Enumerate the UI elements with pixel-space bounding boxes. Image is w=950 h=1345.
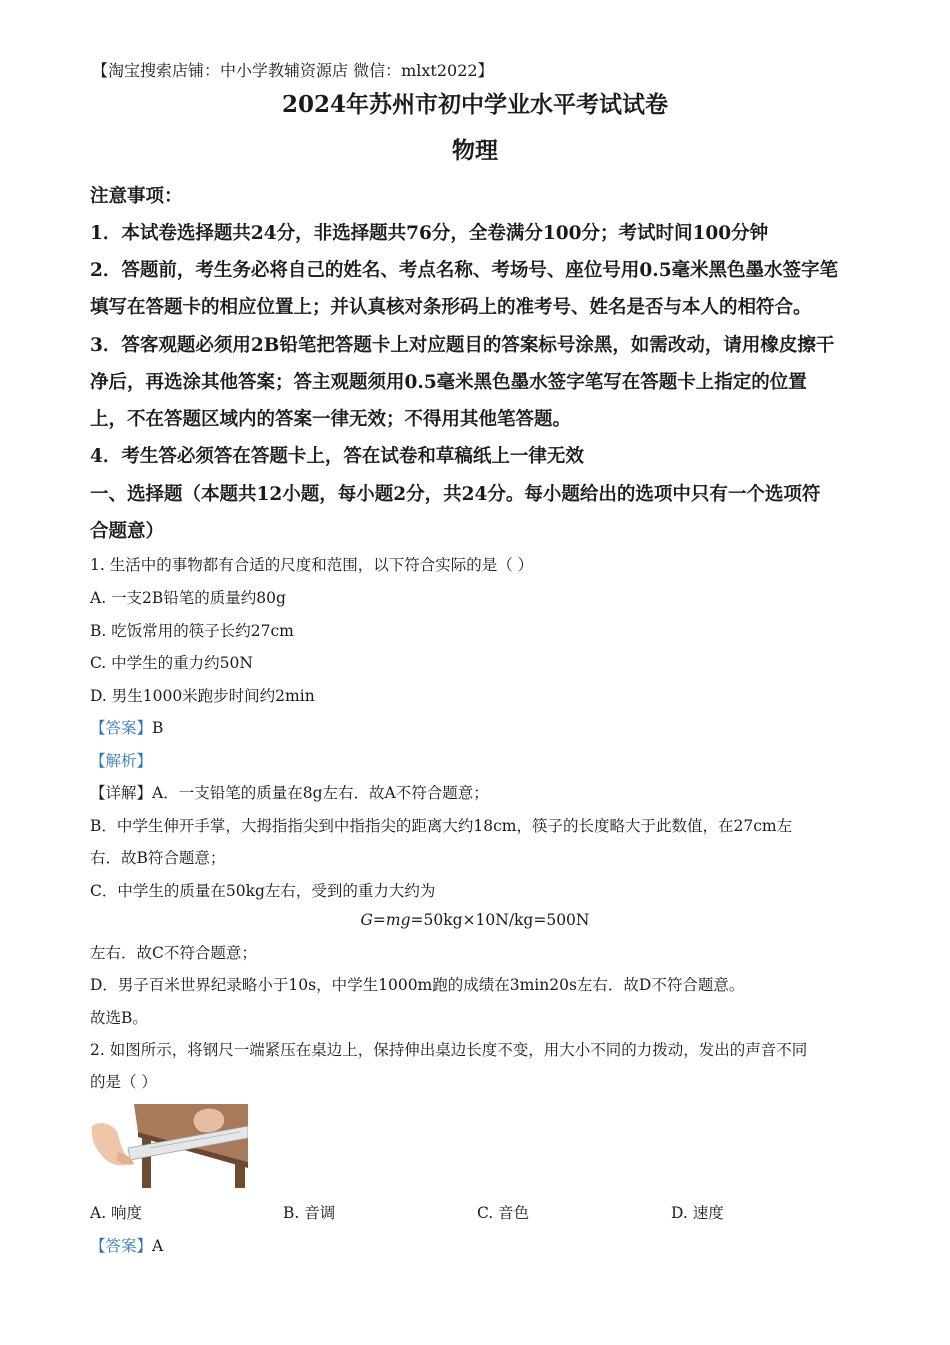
detail-tag: 【详解】: [90, 784, 153, 802]
notice-item-2-line-2: 填写在答题卡的相应位置上；并认真核对条形码上的准考号、姓名是否与本人的相符合。: [90, 297, 812, 318]
exam-title: 2024年苏州市初中学业水平考试试卷: [281, 91, 668, 118]
formula-eq: =: [372, 911, 386, 929]
header-note: 【淘宝搜索店铺：中小学教辅资源店 微信：mlxt2022】: [92, 61, 494, 80]
notice-item-3-line-1: 3．答客观题必须用2B铅笔把答题卡上对应题目的答案标号涂黑，如需改动，请用橡皮擦干: [90, 335, 835, 356]
q1-detail-b-line-1: B．中学生伸开手掌，大拇指指尖到中指指尖的距离大约18cm，筷子的长度略大于此数值，在27cm左: [90, 817, 793, 835]
ruler-photo-svg: [90, 1104, 248, 1188]
q1-detail-c: C．中学生的质量在50kg左右，受到的重力大约为: [90, 882, 436, 900]
subject-title: 物理: [452, 137, 498, 164]
formula-g: G: [360, 911, 373, 929]
q1-option-d: D. 男生1000米跑步时间约2min: [90, 687, 315, 705]
q1-conclusion: 故选B。: [90, 1009, 148, 1027]
analysis-tag: 【解析】: [90, 752, 153, 770]
ruler-on-table-photo: [90, 1104, 248, 1188]
q1-detail-a: [90, 781, 489, 803]
notice-item-3-line-3: 上，不在答题区域内的答案一律无效；不得用其他笔答题。: [90, 409, 572, 430]
answer-value: A: [152, 1237, 164, 1255]
q2-stem-line-1: 2. 如图所示，将钢尺一端紧压在桌边上，保持伸出桌边长度不变，用大小不同的力拨动，发出的声音不同: [90, 1041, 808, 1059]
q1-option-a: A. 一支2B铅笔的质量约80g: [90, 589, 286, 607]
q2-stem-line-2: 的是（ ）: [90, 1073, 157, 1091]
notice-item-4: 4．考生答必须答在答题卡上，答在试卷和草稿纸上一律无效: [90, 446, 584, 467]
q2-option-b: B. 音调: [283, 1204, 336, 1222]
q1-answer: [90, 716, 163, 738]
gravity-formula: [0, 911, 950, 929]
section-heading-line-1: 一、选择题（本题共12小题，每小题2分，共24分。每小题给出的选项中只有一个选项符: [90, 484, 821, 505]
q2-option-d: D. 速度: [671, 1204, 724, 1222]
detail-a-text: A．一支铅笔的质量在8g左右．故A不符合题意；: [152, 784, 489, 802]
q2-option-a: A. 响度: [90, 1204, 143, 1222]
q1-option-b: B. 吃饭常用的筷子长约27cm: [90, 622, 294, 640]
q1-detail-d: D．男子百米世界纪录略小于10s，中学生1000m跑的成绩在3min20s左右．故D不符合题意。: [90, 976, 745, 994]
q1-detail-c-end: 左右．故C不符合题意；: [90, 944, 257, 962]
q1-stem: 1. 生活中的事物都有合适的尺度和范围，以下符合实际的是（ ）: [90, 556, 534, 574]
notice-heading: 注意事项：: [90, 186, 183, 207]
formula-rest: =50kg×10N/kg=500N: [410, 911, 590, 929]
formula-mg: mg: [385, 911, 411, 929]
answer-tag: 【答案】: [90, 719, 153, 737]
section-heading-line-2: 合题意）: [90, 521, 165, 542]
q1-option-c: C. 中学生的重力约50N: [90, 654, 253, 672]
notice-item-3-line-2: 净后，再选涂其他答案；答主观题须用0.5毫米黑色墨水签字笔写在答题卡上指定的位置: [90, 372, 807, 393]
answer-tag: 【答案】: [90, 1237, 153, 1255]
q2-option-c: C. 音色: [477, 1204, 530, 1222]
answer-value: B: [152, 719, 164, 737]
q2-answer: [90, 1234, 163, 1256]
q1-detail-b-line-2: 右．故B符合题意；: [90, 849, 226, 867]
notice-item-2-line-1: 2．答题前，考生务必将自己的姓名、考点名称、考场号、座位号用0.5毫米黑色墨水签字笔: [90, 260, 839, 281]
notice-item-1: 1．本试卷选择题共24分，非选择题共76分，全卷满分100分；考试时间100分钟: [90, 223, 769, 244]
